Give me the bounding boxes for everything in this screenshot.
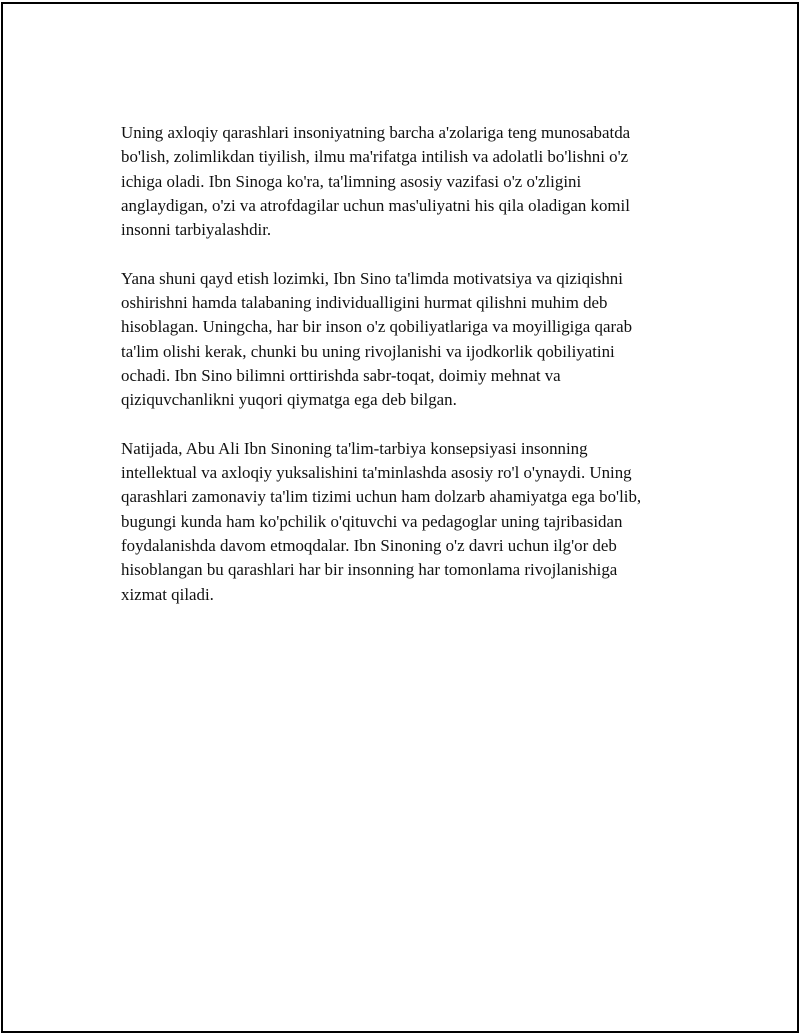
paragraph-3: Natijada, Abu Ali Ibn Sinoning ta'lim-tarbiya konsepsiyasi insonning intellektual va axloqiy yuksalishini ta'minlashda asosiy ro'l o'ynaydi. Uning qarashlari zamonaviy ta'lim tizimi uchun ham dolzarb ahamiyatga ega bo'lib, bugungi kunda ham ko'pchilik o'qituvchi va pedagoglar uning tajribasidan foydalanishda davom etmoqdalar. Ibn Sinoning o'z davri uchun ilg'or deb hisoblangan bu qarashlari har bir insonning har tomonlama rivojlanishiga xizmat qiladi.: [121, 438, 642, 604]
paragraph-1: Uning axloqiy qarashlari insoniyatning barcha a'zolariga teng munosabatda bo'lish, zolimlikdan tiyilish, ilmu ma'rifatga intilish va adolatli bo'lishni o'z ichiga oladi. Ibn Sinoga ko'ra, ta'limning asosiy vazifasi o'z o'zligini anglaydigan, o'zi va atrofdagilar uchun mas'uliyatni his qila oladigan komil insonni tarbiyalashdir.: [121, 123, 631, 240]
document-page: [1, 2, 799, 1033]
page-body: [121, 121, 701, 631]
paragraph-2: Yana shuni qayd etish lozimki, Ibn Sino ta'limda motivatsiya va qiziqishni oshirishni hamda talabaning individualligini hurmat qilishni muhim deb hisoblagan. Uningcha, har bir inson o'z qobiliyatlariga va moyilligiga qarab ta'lim olishi kerak, chunki bu uning rivojlanishi va ijodkorlik qobiliyatini ochadi. Ibn Sino bilimni orttirishda sabr-toqat, doimiy mehnat va qiziquvchanlikni yuqori qiymatga ega deb bilgan.: [121, 268, 633, 410]
